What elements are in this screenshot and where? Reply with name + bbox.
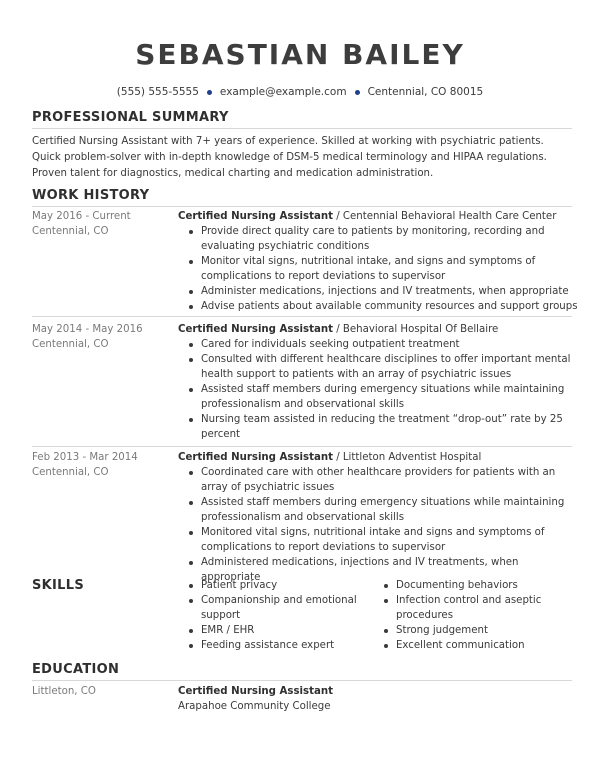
job-heading <box>178 209 578 224</box>
job-bullets <box>178 224 578 314</box>
divider <box>32 680 572 681</box>
list-item: EMR / EHR <box>178 623 378 638</box>
education-location: Littleton, CO <box>32 686 96 697</box>
email: example@example.com <box>219 86 347 98</box>
job-employer: / Centennial Behavioral Health Care Center <box>332 211 557 222</box>
list-item: Advise patients about available community resources and support groups <box>178 299 578 314</box>
candidate-name: SEBASTIAN BAILEY <box>135 38 465 71</box>
list-item: Infection control and aseptic procedures <box>373 593 573 623</box>
list-item: Excellent communication <box>373 638 573 653</box>
divider <box>32 316 572 317</box>
list-item: Documenting behaviors <box>373 578 573 593</box>
job-entry <box>178 322 578 442</box>
job-dates: May 2014 - May 2016 <box>32 324 143 335</box>
list-item: Coordinated care with other healthcare providers for patients with an array of psychiatric issues <box>178 465 578 495</box>
summary-title: PROFESSIONAL SUMMARY <box>32 110 229 125</box>
list-item: Strong judgement <box>373 623 573 638</box>
list-item: Assisted staff members during emergency situations while maintaining professionalism and observational skills <box>178 382 578 412</box>
job-dates: Feb 2013 - Mar 2014 <box>32 452 138 463</box>
job-meta <box>32 322 143 352</box>
job-location: Centennial, CO <box>32 226 109 237</box>
job-heading <box>178 450 578 465</box>
education-title: EDUCATION <box>32 662 120 677</box>
list-item: Patient privacy <box>178 578 378 593</box>
list-item: Assisted staff members during emergency situations while maintaining professionalism and observational skills <box>178 495 578 525</box>
list-item: Administer medications, injections and IV treatments, when appropriate <box>178 284 578 299</box>
skills-title: SKILLS <box>32 578 85 593</box>
separator-dot-icon <box>355 90 360 95</box>
job-heading <box>178 322 578 337</box>
divider <box>32 206 572 207</box>
education-school: Arapahoe Community College <box>178 701 331 712</box>
list-item: Companionship and emotional support <box>178 593 378 623</box>
education-degree: Certified Nursing Assistant <box>178 686 333 697</box>
job-role: Certified Nursing Assistant <box>178 324 333 335</box>
separator-dot-icon <box>207 90 212 95</box>
job-entry <box>178 450 578 585</box>
job-employer: / Littleton Adventist Hospital <box>332 452 482 463</box>
summary-text: Certified Nursing Assistant with 7+ years of experience. Skilled at working with psychiatric patients. Quick problem-solver with in-depth knowledge of DSM-5 medical terminology and HIPAA regulations. Proven talent for diagnostics, medical charting and medication administration. <box>32 136 547 179</box>
job-entry <box>178 209 578 314</box>
list-item: Administered medications, injections and IV treatments, when appropriate <box>178 555 578 585</box>
job-bullets <box>178 337 578 442</box>
job-role: Certified Nursing Assistant <box>178 452 333 463</box>
list-item: Consulted with different healthcare disciplines to offer important mental health support to patients with an array of psychiatric issues <box>178 352 578 382</box>
job-location: Centennial, CO <box>32 467 109 478</box>
list-item: Feeding assistance expert <box>178 638 378 653</box>
job-dates: May 2016 - Current <box>32 211 131 222</box>
list-item: Monitored vital signs, nutritional intake and signs and symptoms of complications to report deviations to supervisor <box>178 525 578 555</box>
education-entry <box>178 684 333 714</box>
divider <box>32 446 572 447</box>
divider <box>32 128 572 129</box>
skills-left <box>178 578 378 653</box>
skills-right <box>373 578 573 653</box>
list-item: Provide direct quality care to patients by monitoring, recording and evaluating psychiatric conditions <box>178 224 578 254</box>
job-employer: / Behavioral Hospital Of Bellaire <box>332 324 499 335</box>
list-item: Monitor vital signs, nutritional intake, and signs and symptoms of complications to report deviations to supervisor <box>178 254 578 284</box>
contact-line <box>0 86 600 98</box>
list-item: Nursing team assisted in reducing the treatment “drop-out” rate by 25 percent <box>178 412 578 442</box>
job-meta <box>32 450 138 480</box>
job-location: Centennial, CO <box>32 339 109 350</box>
work-history-title: WORK HISTORY <box>32 188 150 203</box>
location: Centennial, CO 80015 <box>367 86 484 98</box>
phone: (555) 555-5555 <box>116 86 199 98</box>
job-role: Certified Nursing Assistant <box>178 211 333 222</box>
list-item: Cared for individuals seeking outpatient treatment <box>178 337 578 352</box>
job-meta <box>32 209 131 239</box>
job-bullets <box>178 465 578 585</box>
